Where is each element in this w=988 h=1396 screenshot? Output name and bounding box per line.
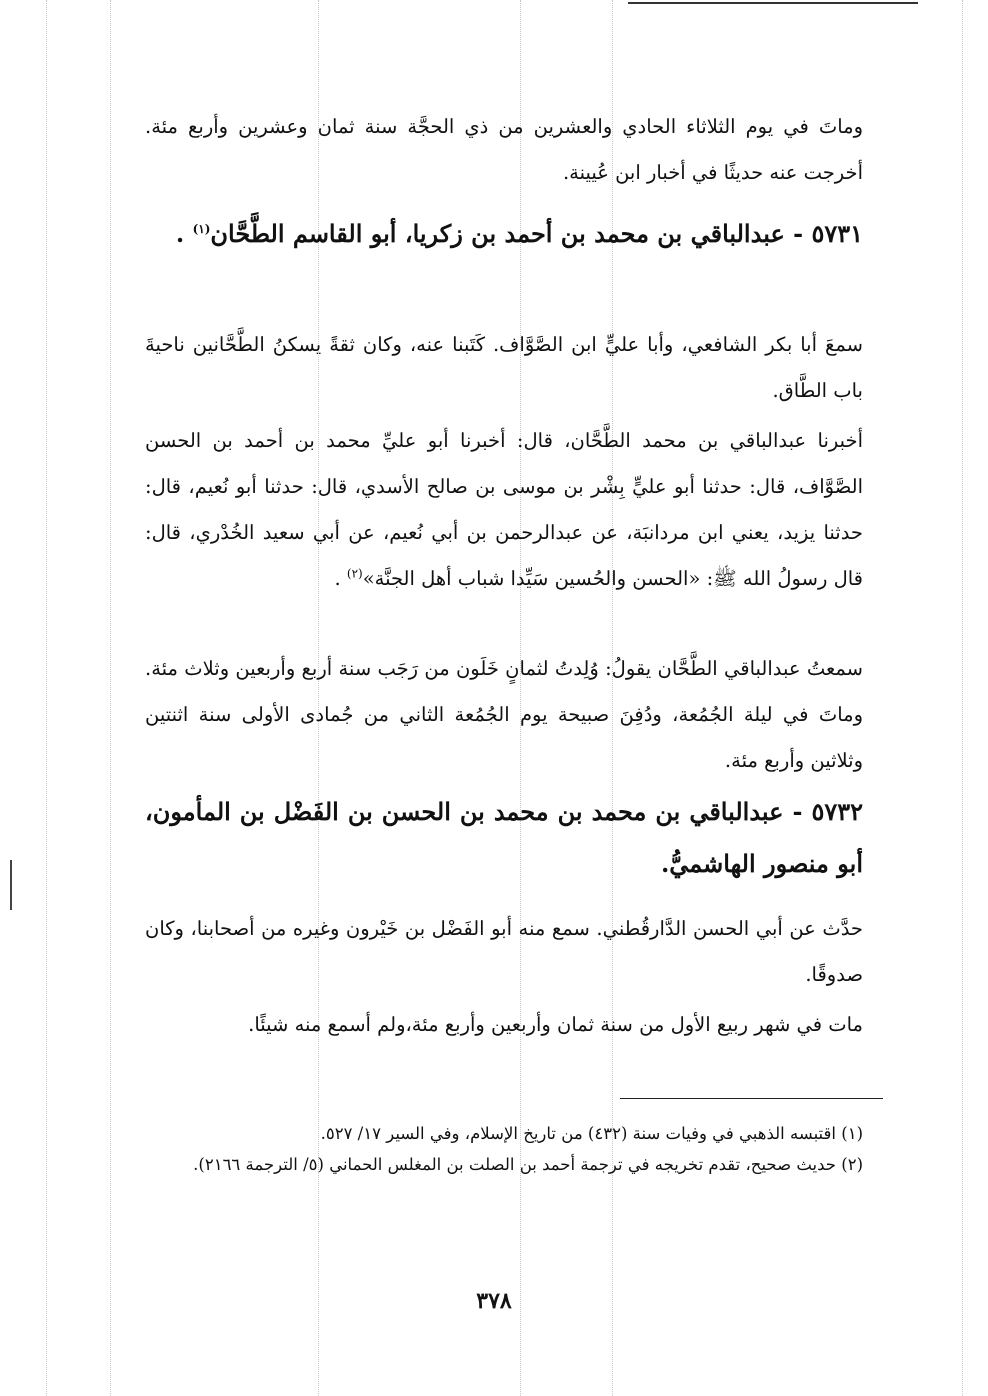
footnote-1: (١) اقتبسه الذهبي في وفيات سنة (٤٣٢) من تاريخ الإسلام، وفي السير ١٧/ ٥٢٧. bbox=[320, 1124, 863, 1143]
main-text bbox=[145, 104, 863, 196]
paragraph-death-note: مات في شهر ربيع الأول من سنة ثمان وأربعين وأربع مئة،ولم أسمع منه شيئًا. bbox=[248, 1013, 863, 1036]
paragraph-biography: حدَّث عن أبي الحسن الدَّارقُطني. سمع منه أبو الفَضْل بن خَيْرون وغيره من أصحابنا، وكان صدوقًا. bbox=[145, 917, 863, 986]
footnotes bbox=[145, 1118, 863, 1180]
entry-heading bbox=[145, 786, 863, 890]
footnote-ref: (٢) bbox=[346, 566, 363, 581]
entry-title: - عبدالباقي بن محمد بن محمد بن الحسن بن الفَضْل بن المأمون، أبو منصور الهاشميُّ. bbox=[145, 797, 863, 878]
entry-5732 bbox=[145, 786, 863, 890]
scan-guide-line bbox=[110, 0, 112, 1396]
paragraph-hadith bbox=[145, 418, 863, 602]
main-text bbox=[145, 1002, 863, 1048]
entry-number: ٥٧٣١ bbox=[811, 219, 863, 248]
paragraph-death-note: وماتَ في يوم الثلاثاء الحادي والعشرين من ذي الحجَّة سنة ثمان وعشرين وأربع مئة. أخرجت عنه حديثًا في أخبار ابن عُيينة. bbox=[145, 115, 863, 184]
footnote-ref: (١) bbox=[192, 222, 211, 236]
top-rule bbox=[628, 2, 918, 4]
entry-end: . bbox=[175, 219, 185, 248]
footnote-rule bbox=[620, 1098, 883, 1099]
scan-guide-line bbox=[46, 0, 48, 1396]
scan-edge-mark bbox=[10, 860, 12, 910]
entry-number: ٥٧٣٢ bbox=[811, 797, 864, 826]
main-text bbox=[145, 322, 863, 414]
footnote-2: (٢) حديث صحيح، تقدم تخريجه في ترجمة أحمد بن الصلت بن المغلس الحماني (٥/ الترجمة ٢١٦٦). bbox=[193, 1155, 863, 1174]
hadith-text: أخبرنا عبدالباقي بن محمد الطَّحَّان، قال: أخبرنا أبو عليِّ محمد بن أحمد بن الحسن الصَّوَّاف، قال: حدثنا أبو عليٍّ بِشْر بن موسى بن صالح الأسدي، قال: حدثنا أبو نُعيم، قال: حدثنا يزيد، يعني ابن مردانبَة، عن عبدالرحمن بن أبي نُعيم، عن أبي سعيد الخُدْري، قال: قال رسولُ الله ﷺ: «الحسن والحُسين سَيِّدا شباب أهل الجنَّة» bbox=[145, 429, 863, 590]
main-text bbox=[145, 646, 863, 784]
paragraph-birth-death: سمعتُ عبدالباقي الطَّحَّان يقولُ: وُلِدتُ لثمانٍ خَلَون من رَجَب سنة أربع وأربعين وثلاث مئة. وماتَ في ليلة الجُمُعة، ودُفِنَ صبيحة يوم الجُمُعة الثاني من جُمادى الأولى سنة اثنتين وثلاثين وأربع مئة. bbox=[145, 657, 863, 772]
paragraph-end: . bbox=[334, 567, 341, 590]
entry-5731 bbox=[145, 208, 863, 260]
page-number: ٣٧٨ bbox=[476, 1288, 512, 1314]
paragraph-biography: سمعَ أبا بكر الشافعي، وأبا عليٍّ ابن الصَّوَّاف. كَتَبنا عنه، وكان ثقةً يسكنُ الطَّحَّانين ناحيةَ باب الطَّاق. bbox=[145, 333, 863, 402]
main-text bbox=[145, 906, 863, 998]
entry-heading bbox=[145, 208, 863, 260]
scan-guide-line bbox=[962, 0, 964, 1396]
main-text bbox=[145, 418, 863, 602]
entry-title: - عبدالباقي بن محمد بن أحمد بن زكريا، أبو القاسم الطَّحَّان bbox=[210, 219, 804, 248]
